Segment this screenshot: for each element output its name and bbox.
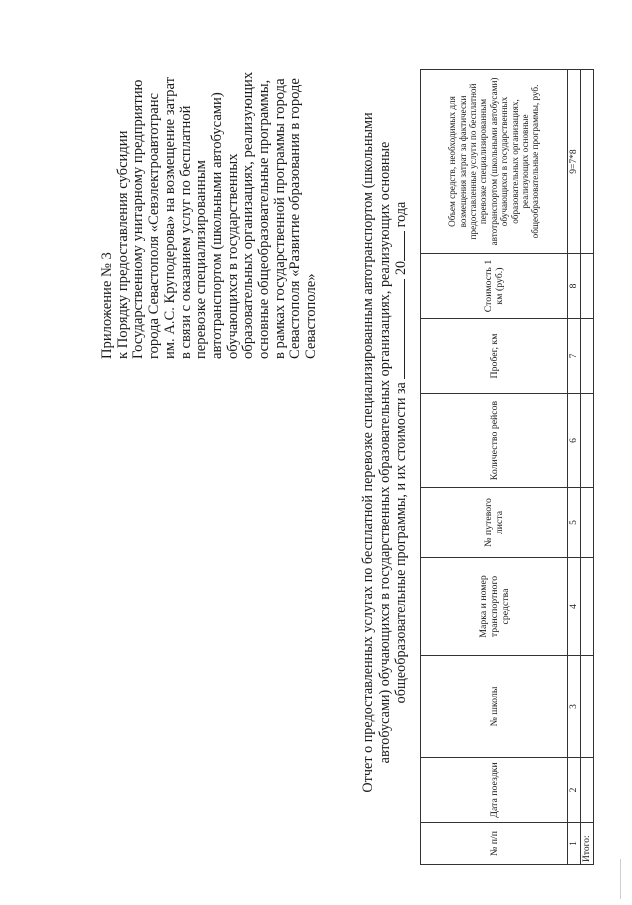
report-title <box>360 0 410 905</box>
col-header-cost-per-km: Стоимость 1 км (руб.) <box>421 254 568 319</box>
report-table <box>420 69 594 865</box>
col-header-vehicle: Марка и номер транспортного средства <box>421 558 568 656</box>
column-number: 1 <box>568 823 581 865</box>
period-blank-field[interactable] <box>393 279 405 379</box>
column-number: 2 <box>568 758 581 823</box>
report-title-prefix: общеобразовательные программы, и их стоимости за <box>393 382 409 704</box>
column-number: 6 <box>568 394 581 488</box>
report-year-century: 20 <box>393 260 409 276</box>
report-title-line-2: автобусами) обучающихся в государственных образовательных организациях, реализующих основные <box>376 141 393 764</box>
total-cell[interactable] <box>581 319 594 394</box>
appendix-line: в связи с оказанием услуг по бесплатной <box>177 105 194 359</box>
appendix-line: образовательных организациях, реализующих <box>240 71 257 359</box>
appendix-header <box>100 0 320 359</box>
column-number: 8 <box>568 254 581 319</box>
appendix-line: автотранспортом (школьными автобусами) <box>208 92 225 359</box>
report-title-line-3 <box>393 0 410 905</box>
appendix-line: перевозке специализированным <box>193 160 210 359</box>
total-cell[interactable] <box>581 758 594 823</box>
column-number: 7 <box>568 319 581 394</box>
appendix-line: города Севастополя «Севэлектроавтотранс <box>146 92 163 359</box>
appendix-line: Приложение № 3 <box>99 252 115 359</box>
col-header-mileage: Пробег, км <box>421 319 568 394</box>
appendix-line: Севастополе» <box>303 273 320 359</box>
col-header-school-number: № школы <box>421 656 568 758</box>
appendix-line: Государственному унитарному предприятию <box>130 79 147 359</box>
appendix-line: им. А.С. Круподерова» на возмещение затрат <box>161 77 178 359</box>
column-number: 9=7*8 <box>568 70 581 254</box>
table-total-row <box>581 70 594 865</box>
col-header-index: № п/п <box>421 823 568 865</box>
col-header-trip-date: Дата поездки <box>421 758 568 823</box>
appendix-line: Севастополя «Развитие образования в городе <box>287 78 304 359</box>
total-cell[interactable] <box>581 70 594 254</box>
total-cell[interactable] <box>581 394 594 488</box>
col-header-waybill-number: № путевого листа <box>421 488 568 558</box>
total-cell[interactable] <box>581 254 594 319</box>
report-title-suffix: года <box>393 201 409 228</box>
report-title-line-1: Отчет о предоставленных услугах по бесплатной перевозке специализированным автотранспортом (школьными <box>360 112 376 793</box>
total-label: Итого: <box>581 823 594 865</box>
appendix-line: к Порядку предоставления субсидии <box>114 130 131 359</box>
table-column-number-row <box>568 70 581 865</box>
table-header-row <box>421 70 568 865</box>
appendix-line: обучающихся в государственных <box>224 153 241 359</box>
total-cell[interactable] <box>581 558 594 656</box>
column-number: 5 <box>568 488 581 558</box>
total-cell[interactable] <box>581 656 594 758</box>
column-number: 4 <box>568 558 581 656</box>
appendix-line: основные общеобразовательные программы, <box>256 79 273 359</box>
column-number: 3 <box>568 656 581 758</box>
col-header-reimbursement-amount: Объем средств, необходимых для возмещения затрат за фактически предоставленные услуги по бесплатной перевозке специализированным автотранспортом (школьными автобусами) обучающихся в государственных образовательных организациях, реализующих основные общеобразовательные программы, руб. <box>421 70 568 254</box>
scan-margin-mark <box>620 859 621 899</box>
appendix-line: в рамках государственной программы города <box>271 78 288 359</box>
total-cell[interactable] <box>581 488 594 558</box>
col-header-trip-count: Количество рейсов <box>421 394 568 488</box>
year-blank-field[interactable] <box>393 231 405 261</box>
